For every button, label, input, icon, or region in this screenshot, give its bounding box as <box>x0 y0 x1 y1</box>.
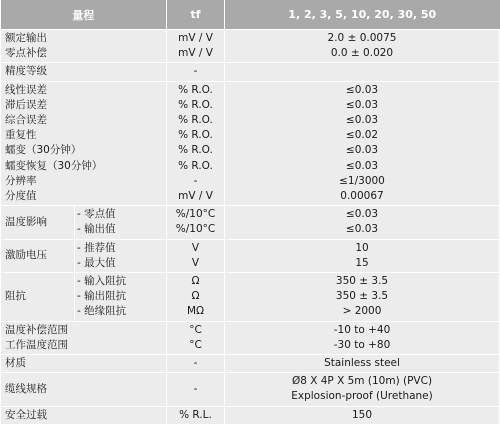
temp-effect-subs <box>75 206 167 239</box>
output-values <box>225 30 500 63</box>
temp-effect-units <box>167 206 225 239</box>
error-units <box>167 81 225 206</box>
output-resistance-label: - 输出阻抗 <box>77 290 127 303</box>
row-errors <box>1 81 500 206</box>
creep-label: 蠕变（30分钟） <box>5 144 82 157</box>
accuracy-class-unit: - <box>167 63 225 81</box>
temperature-labels <box>1 321 167 354</box>
temp-effect-zero-unit: %/10°C <box>175 208 216 221</box>
row-accuracy-class <box>1 63 500 81</box>
cable-unit: - <box>167 373 225 406</box>
resolution-label: 分辨率 <box>5 174 37 187</box>
resolution-value: ≤1/3000 <box>339 174 385 187</box>
repeatability-unit: % R.O. <box>178 129 213 142</box>
excitation-subs <box>75 239 167 272</box>
overload-value: 150 <box>225 406 500 424</box>
creep-recovery-value: ≤0.03 <box>345 159 379 172</box>
zero-balance-label: 零点补偿 <box>5 47 47 60</box>
output-labels <box>1 30 167 63</box>
row-material <box>1 355 500 373</box>
header-param: 量程 <box>1 0 167 30</box>
excitation-max-value: 15 <box>355 256 369 269</box>
resistance-subs <box>75 273 167 322</box>
repeatability-label: 重复性 <box>5 129 37 142</box>
row-cable <box>1 373 500 406</box>
temp-effect-output-label: - 输出值 <box>77 223 116 236</box>
zero-balance-value: 0.0 ± 0.020 <box>330 47 394 60</box>
input-resistance-label: - 输入阻抗 <box>77 275 127 288</box>
cable-values <box>225 373 500 406</box>
linearity-value: ≤0.03 <box>345 83 379 96</box>
combined-error-unit: % R.O. <box>178 114 213 127</box>
creep-value: ≤0.03 <box>345 144 379 157</box>
cable-standard-value: Ø8 X 4P X 5m (10m) (PVC) <box>291 375 433 388</box>
excitation-max-label: - 最大值 <box>77 256 116 269</box>
hysteresis-value: ≤0.03 <box>345 98 379 111</box>
row-resistance <box>1 273 500 322</box>
temp-effect-zero-label: - 零点值 <box>77 208 116 221</box>
insulation-resistance-unit: MΩ <box>186 305 205 318</box>
creep-recovery-label: 蠕变恢复（30分钟） <box>5 159 103 172</box>
output-resistance-value: 350 ± 3.5 <box>335 290 389 303</box>
error-labels <box>1 81 167 206</box>
overload-unit: % R.L. <box>167 406 225 424</box>
input-resistance-value: 350 ± 3.5 <box>335 275 389 288</box>
cable-label: 缆线规格 <box>1 373 167 406</box>
input-resistance-unit: Ω <box>191 275 200 288</box>
temp-effect-zero-value: ≤0.03 <box>345 208 379 221</box>
row-overload <box>1 406 500 424</box>
division-label: 分度值 <box>5 190 37 203</box>
error-values <box>225 81 500 206</box>
compensated-range-value: -10 to +40 <box>333 323 391 336</box>
accuracy-class-value <box>225 63 500 81</box>
excitation-label: 激励电压 <box>1 239 75 272</box>
row-temperature <box>1 321 500 354</box>
accuracy-class-label: 精度等级 <box>1 63 167 81</box>
header-row <box>1 0 500 30</box>
creep-unit: % R.O. <box>178 144 213 157</box>
compensated-range-unit: °C <box>189 323 202 336</box>
temperature-units <box>167 321 225 354</box>
rated-output-label: 额定输出 <box>5 32 47 44</box>
excitation-units <box>167 239 225 272</box>
creep-recovery-unit: % R.O. <box>178 159 213 172</box>
row-output <box>1 30 500 63</box>
resistance-label: 阻抗 <box>1 273 75 322</box>
excitation-recommended-label: - 推荐值 <box>77 241 116 254</box>
operating-range-label: 工作温度范围 <box>5 338 68 351</box>
excitation-max-unit: V <box>191 256 200 269</box>
temp-effect-output-value: ≤0.03 <box>345 223 379 236</box>
header-value: 1, 2, 3, 5, 10, 20, 30, 50 <box>225 0 500 30</box>
hysteresis-unit: % R.O. <box>178 98 213 111</box>
row-excitation <box>1 239 500 272</box>
combined-error-value: ≤0.03 <box>345 114 379 127</box>
cable-explosion-proof-value: Explosion-proof (Urethane) <box>291 390 433 403</box>
output-resistance-unit: Ω <box>191 290 200 303</box>
operating-range-value: -30 to +80 <box>333 338 391 351</box>
rated-output-unit: mV / V <box>178 32 213 44</box>
division-value: 0.00067 <box>340 190 384 203</box>
excitation-recommended-unit: V <box>191 241 200 254</box>
hysteresis-label: 滞后误差 <box>5 98 47 111</box>
resistance-values <box>225 273 500 322</box>
resistance-units <box>167 273 225 322</box>
row-temp-effect <box>1 206 500 239</box>
repeatability-value: ≤0.02 <box>345 129 379 142</box>
insulation-resistance-label: - 绝缘阻抗 <box>77 305 127 318</box>
material-value: Stainless steel <box>225 355 500 373</box>
rated-output-value: 2.0 ± 0.0075 <box>327 32 397 44</box>
output-units <box>167 30 225 63</box>
header-unit: tf <box>167 0 225 30</box>
insulation-resistance-value: > 2000 <box>342 305 382 318</box>
temp-effect-label: 温度影响 <box>1 206 75 239</box>
operating-range-unit: °C <box>189 338 202 351</box>
temperature-values <box>225 321 500 354</box>
division-unit: mV / V <box>178 190 213 203</box>
material-label: 材质 <box>1 355 167 373</box>
temp-effect-output-unit: %/10°C <box>175 223 216 236</box>
linearity-unit: % R.O. <box>178 83 213 96</box>
excitation-values <box>225 239 500 272</box>
excitation-recommended-value: 10 <box>355 241 369 254</box>
overload-label: 安全过载 <box>1 406 167 424</box>
resolution-unit: - <box>193 174 198 187</box>
material-unit: - <box>167 355 225 373</box>
compensated-range-label: 温度补偿范围 <box>5 323 68 336</box>
linearity-label: 线性误差 <box>5 83 47 96</box>
combined-error-label: 综合误差 <box>5 114 47 127</box>
temp-effect-values <box>225 206 500 239</box>
zero-balance-unit: mV / V <box>178 47 213 60</box>
